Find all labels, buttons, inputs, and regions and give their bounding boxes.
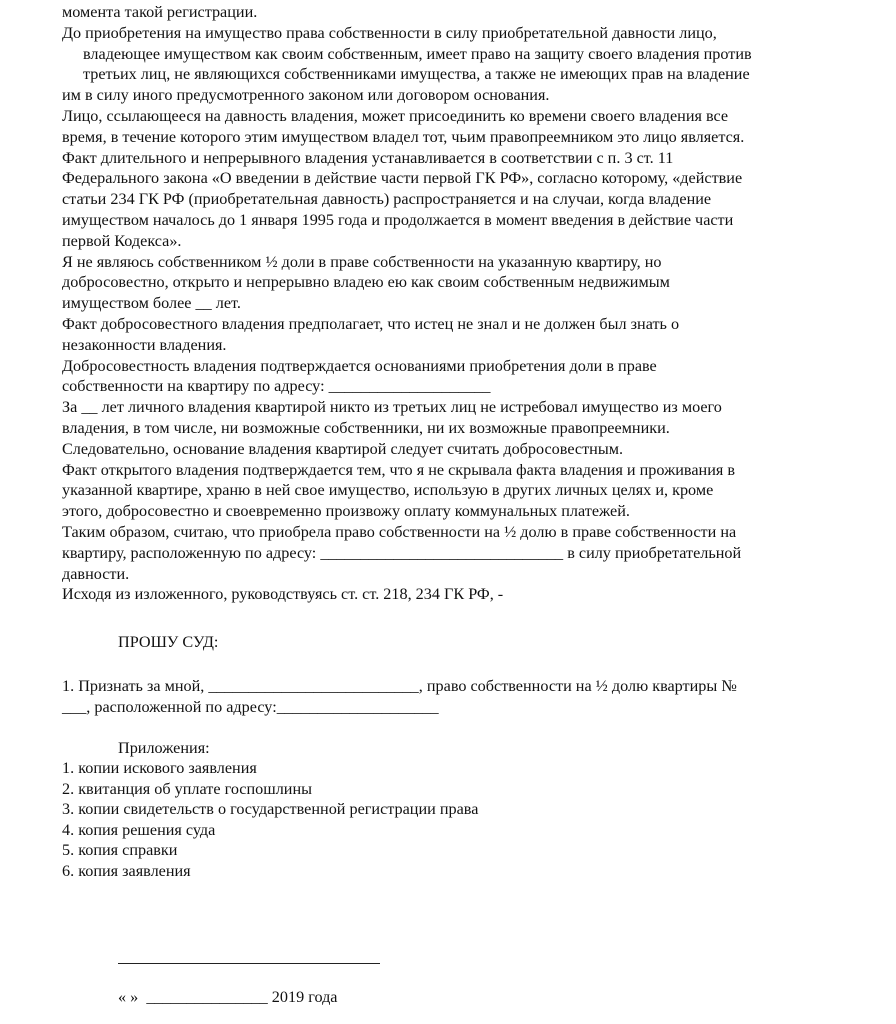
text-line: Таким образом, считаю, что приобрела право собственности на ½ долю в праве собственности на — [62, 522, 737, 541]
signature-line — [118, 963, 380, 964]
text-line: Я не являюсь собственником ½ доли в праве собственности на указанную квартиру, но — [62, 252, 662, 271]
text-line: им в силу иного предусмотренного законом или договором основания. — [62, 86, 550, 105]
text-line: этого, добросовестно и своевременно произвожу оплату коммунальных платежей. — [62, 502, 630, 521]
attachment-item: 3. копии свидетельств о государственной регистрации права — [62, 800, 479, 819]
attachment-item: 5. копия справки — [62, 841, 178, 860]
text-line: Факт длительного и непрерывного владения устанавливается в соответствии с п. 3 ст. 11 — [62, 148, 674, 167]
text-line: собственности на квартиру по адресу: ____________________ — [62, 377, 491, 396]
text-line: Факт добросовестного владения предполагает, что истец не знал и не должен был знать о — [62, 314, 680, 333]
petition-heading: ПРОШУ СУД: — [118, 633, 219, 651]
text-line: Следовательно, основание владения квартирой следует считать добросовестным. — [62, 439, 623, 458]
petition-line: 1. Признать за мной, __________________________, право собственности на ½ долю квартиры № — [62, 677, 737, 695]
claim-body — [62, 2, 842, 605]
text-line: время, в течение которого этим имуществом владел тот, чьим правопреемником это лицо является. — [62, 127, 745, 146]
text-line: Исходя из изложенного, руководствуясь ст. ст. 218, 234 ГК РФ, - — [62, 585, 504, 604]
text-line: имуществом началось до 1 января 1995 года и продолжается в момент введения в действие части — [62, 210, 734, 229]
text-line: статьи 234 ГК РФ (приобретательная давность) распространяется и на случаи, когда владение — [62, 190, 712, 209]
text-line: незаконности владения. — [62, 335, 227, 354]
text-line: первой Кодекса». — [62, 231, 182, 250]
petition-request — [62, 676, 842, 718]
text-line: момента такой регистрации. — [62, 3, 258, 21]
text-line: За __ лет личного владения квартирой никто из третьих лиц не истребовал имущество из моего — [62, 398, 722, 417]
text-line: владения, в том числе, ни возможные собственники, ни их возможные правопреемники. — [62, 418, 670, 437]
text-line: До приобретения на имущество права собственности в силу приобретательной давности лицо, — [62, 23, 717, 42]
text-line: Факт открытого владения подтверждается тем, что я не скрывала факта владения и проживания в — [62, 460, 736, 479]
attachments-list — [62, 758, 478, 882]
attachments-title: Приложения: — [118, 739, 210, 757]
attachment-item: 4. копия решения суда — [62, 820, 216, 839]
text-line: имуществом более __ лет. — [62, 294, 241, 313]
text-line: Лицо, ссылающееся на давность владения, может присоединить ко времени своего владения все — [62, 106, 729, 125]
text-line: добросовестно, открыто и непрерывно владею ею как своим собственным недвижимым — [62, 273, 670, 292]
petition-line: ___, расположенной по адресу:____________________ — [62, 698, 439, 716]
text-line: квартиру, расположенную по адресу: ______________________________ в силу приобретательной — [62, 543, 742, 562]
date-line: « » _______________ 2019 года — [118, 988, 338, 1006]
text-line: давности. — [62, 564, 130, 583]
attachment-item: 6. копия заявления — [62, 861, 191, 880]
text-line: третьих лиц, не являющихся собственниками имущества, а также не имеющих прав на владение — [83, 65, 750, 84]
text-line: указанной квартире, храню в ней свое имущество, использую в других личных целях и, кроме — [62, 481, 714, 500]
text-line: Добросовестность владения подтверждается основаниями приобретения доли в праве — [62, 356, 657, 375]
attachment-item: 2. квитанция об уплате госпошлины — [62, 779, 312, 798]
text-line: владеющее имуществом как своим собственным, имеет право на защиту своего владения против — [83, 44, 752, 63]
text-line: Федерального закона «О введении в действие части первой ГК РФ», согласно которому, «действие — [62, 169, 743, 188]
attachment-item: 1. копии искового заявления — [62, 759, 257, 777]
